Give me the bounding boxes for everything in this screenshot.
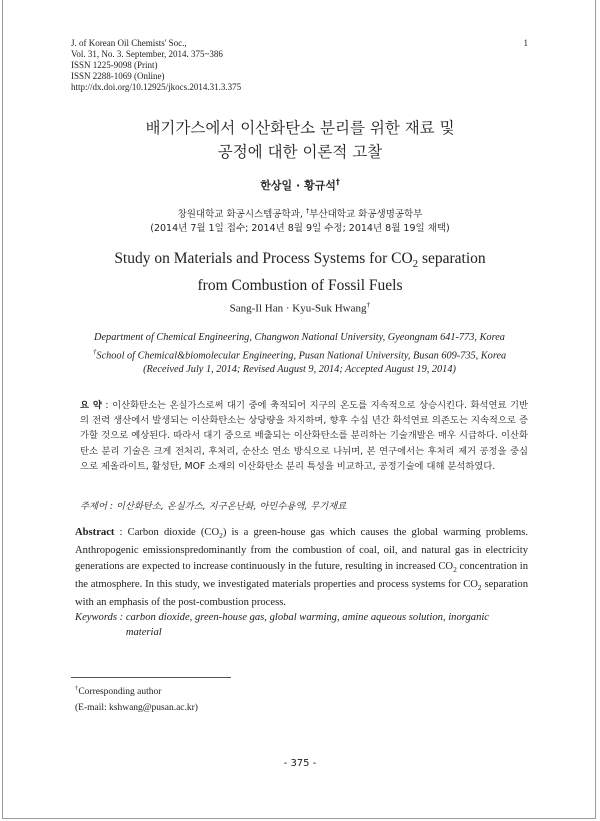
english-title (0, 248, 600, 296)
korean-title-line1: 배기가스에서 이산화탄소 분리를 위한 재료 및 (145, 119, 455, 137)
subscript: 2 (477, 582, 482, 592)
subscript: 2 (453, 564, 457, 574)
english-abstract-text: ) is a green-house gas which causes the global warming problems. Anthropogenic emissionspredominantly from the combustion of coal, oil, and natural gas in electricity generations are expected to increase continuously in the future, resulting in increased CO (75, 527, 528, 572)
english-keywords-text: carbon dioxide, green-house gas, global warming, amine aqueous solution, inorganic material (125, 612, 490, 638)
journal-volume: Vol. 31, No. 3. September, 2014. 375~386 (71, 49, 223, 59)
korean-abstract-text: : 이산화탄소는 온실가스로써 대기 중에 축적되어 지구의 온도를 지속적으로 상승시킨다. 화석연료 기반의 전력 생산에서 발생되는 이산화탄소는 상당량을 차지하며, 향후 수십 년간 화석연료 의존도는 지속적으로 증가할 것으로 예상된다. 따라서 대기 중으로 배출되는 이산화탄소를 분리하는 기술개발은 매우 시급하다. 이산화탄소 분리 기술은 크게 전처리, 후처리, 순산소 연소 방식으로 나뉘며, 본 연구에서는 후처리 제거 공정을 중심으로 제올라이트, 활성탄, MOF 소재의 이산화탄소 분리 특성을 비교하고, 공정기술에 대해 분석하였다. (80, 400, 528, 472)
dagger-mark: † (75, 685, 79, 692)
dagger-mark: † (366, 300, 371, 309)
english-title-line1: Study on Materials and Process Systems for CO (114, 250, 413, 267)
korean-affil-1: 창원대학교 화공시스템공학과, (177, 209, 306, 221)
english-affil-2: School of Chemical&biomolecular Engineering, Pusan National University, Busan 609-735, Korea (96, 350, 507, 362)
dagger-mark: † (92, 348, 97, 356)
doi-link[interactable]: http://dx.doi.org/10.12925/jkocs.2014.31.3.375 (71, 82, 242, 92)
korean-affil-2: 부산대학교 화공생명공학부 (309, 209, 423, 221)
english-dates: (Received July 1, 2014; Revised August 9, 2014; Accepted August 19, 2014) (143, 364, 456, 376)
korean-affiliation (0, 204, 600, 236)
english-abstract-text: separation with an emphasis of the post-combustion process. (75, 578, 529, 609)
footnote-divider (71, 677, 231, 678)
journal-name: J. of Korean Oil Chemists' Soc., (71, 38, 187, 48)
english-author-names: Sang-Il Han · Kyu-Suk Hwang (229, 302, 367, 315)
korean-dates: (2014년 7월 1일 접수; 2014년 8월 9일 수정; 2014년 8월 19일 채택) (150, 223, 450, 235)
korean-keywords: 주제어 : 이산화탄소, 온실가스, 지구온난화, 아민수용액, 무기재료 (80, 501, 347, 512)
issn-print: ISSN 1225-9098 (Print) (71, 60, 158, 70)
footnote (75, 681, 198, 716)
page-number-top: 1 (523, 38, 528, 48)
english-abstract (75, 525, 528, 610)
english-abstract-text: concentration in the atmosphere. In this study, we investigated materials properties and process systems for CO (75, 560, 528, 590)
subscript: 2 (219, 531, 223, 541)
dagger-mark: † (305, 207, 310, 215)
english-keywords (75, 610, 528, 640)
footnote-email: (E-mail: kshwang@pusan.ac.kr) (75, 703, 198, 714)
english-abstract-text: : Carbon dioxide (CO (114, 527, 220, 538)
korean-title (0, 116, 600, 164)
english-title-line2: from Combustion of Fossil Fuels (197, 277, 403, 295)
english-abstract-label: Abstract (75, 527, 115, 538)
korean-authors (0, 177, 600, 193)
dagger-mark: † (335, 177, 340, 187)
english-affil-1: Department of Chemical Engineering, Changwon National University, Gyeongnam 641-773, Korea (94, 332, 505, 343)
journal-header (71, 38, 241, 93)
issn-online: ISSN 2288-1069 (Online) (71, 71, 165, 81)
korean-abstract (80, 398, 528, 474)
subscript: 2 (412, 258, 419, 271)
page-number-bottom: - 375 - (283, 758, 317, 769)
korean-abstract-label: 요 약 (80, 400, 102, 411)
korean-author-names: 한상일 · 황규석 (260, 179, 336, 192)
korean-title-line2: 공정에 대한 이론적 고찰 (217, 143, 383, 161)
english-authors (0, 300, 600, 315)
english-title-line1-end: separation (418, 250, 486, 267)
english-affiliation (71, 331, 528, 377)
footnote-corresponding: Corresponding author (78, 687, 162, 698)
english-keywords-label: Keywords : (75, 612, 126, 623)
